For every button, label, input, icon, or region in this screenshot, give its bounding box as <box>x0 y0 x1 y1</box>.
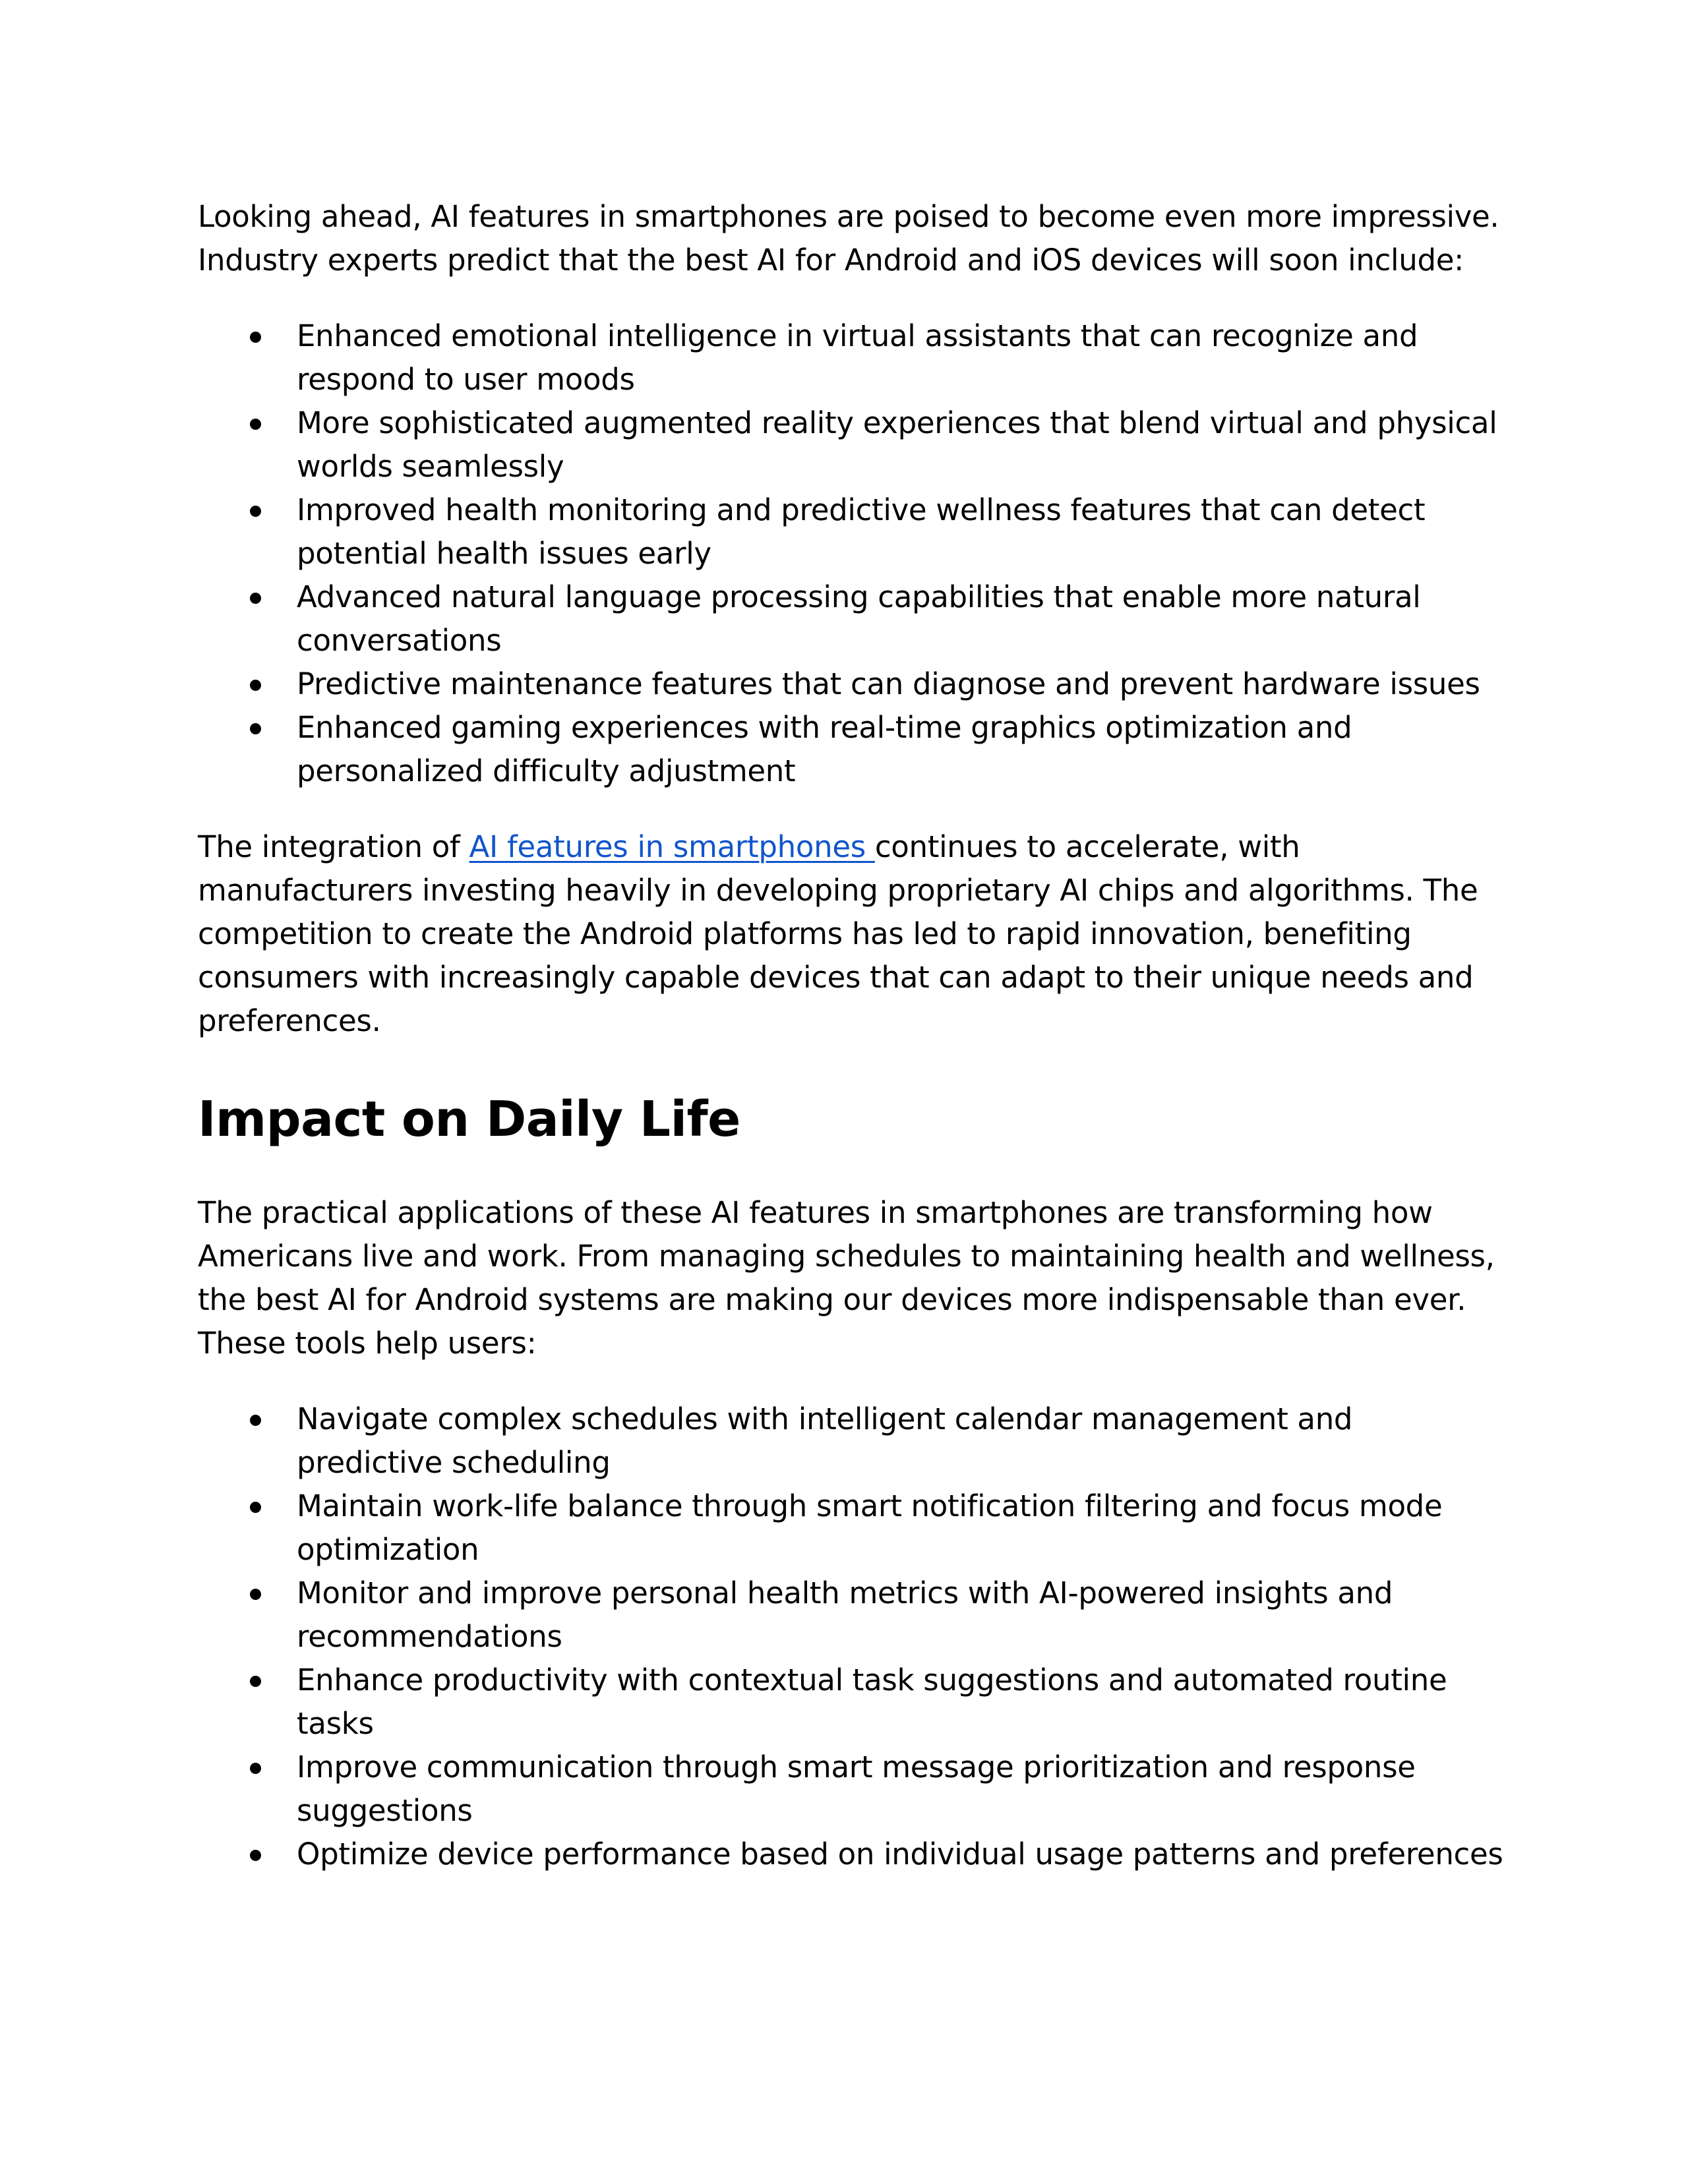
predictions-list <box>198 314 1503 793</box>
section-heading: Impact on Daily Life <box>198 1091 740 1148</box>
document-body <box>198 195 1503 1908</box>
impact-paragraph: The practical applications of these AI features in smartphones are transforming how Americans live and work. From managing schedules to maintaining health and wellness, the best AI for Android systems are making our devices more indispensable than ever. These tools help users: <box>198 1195 1495 1361</box>
list-item-text: Predictive maintenance features that can diagnose and prevent hardware issues <box>297 666 1480 701</box>
list-item <box>198 706 1503 793</box>
list-item <box>198 1485 1503 1572</box>
bullet-icon <box>250 332 261 343</box>
list-item-text: Maintain work-life balance through smart notification filtering and focus mode optimization <box>297 1489 1443 1567</box>
list-item <box>198 576 1503 663</box>
intro-paragraph: Looking ahead, AI features in smartphones are poised to become even more impressive. Industry experts predict that the best AI for Android and iOS devices will soon include: <box>198 199 1499 278</box>
bullet-icon <box>250 1589 261 1600</box>
bullet-icon <box>250 593 261 604</box>
list-item-text: Improve communication through smart message prioritization and response suggestions <box>297 1750 1416 1828</box>
ai-features-link[interactable]: AI features in smartphones <box>469 829 875 864</box>
benefits-list <box>198 1398 1503 1876</box>
bullet-icon <box>250 1763 261 1774</box>
bullet-icon <box>250 1676 261 1687</box>
bullet-icon <box>250 1850 261 1861</box>
list-item-text: Navigate complex schedules with intelligent calendar management and predictive scheduling <box>297 1402 1353 1480</box>
list-item <box>198 1746 1503 1833</box>
bullet-icon <box>250 1502 261 1513</box>
list-item <box>198 488 1503 576</box>
list-item <box>198 1398 1503 1485</box>
bullet-icon <box>250 419 261 430</box>
list-item <box>198 1833 1503 1876</box>
list-item-text: Monitor and improve personal health metrics with AI-powered insights and recommendations <box>297 1576 1393 1654</box>
list-item-text: More sophisticated augmented reality experiences that blend virtual and physical worlds seamlessly <box>297 405 1497 484</box>
list-item <box>198 1572 1503 1659</box>
list-item-text: Improved health monitoring and predictive wellness features that can detect potential health issues early <box>297 492 1426 571</box>
integration-paragraph <box>198 825 1503 1043</box>
list-item <box>198 663 1503 706</box>
list-item <box>198 314 1503 401</box>
list-item-text: Optimize device performance based on individual usage patterns and preferences <box>297 1837 1503 1872</box>
bullet-icon <box>250 680 261 691</box>
list-item-text: Enhanced emotional intelligence in virtual assistants that can recognize and respond to user moods <box>297 318 1418 397</box>
bullet-icon <box>250 723 261 734</box>
list-item-text: Enhanced gaming experiences with real-time graphics optimization and personalized difficulty adjustment <box>297 710 1352 788</box>
bullet-icon <box>250 506 261 517</box>
list-item <box>198 1659 1503 1746</box>
list-item-text: Enhance productivity with contextual task suggestions and automated routine tasks <box>297 1663 1447 1741</box>
bullet-icon <box>250 1415 261 1426</box>
list-item <box>198 401 1503 488</box>
integration-text-start: The integration of <box>198 829 469 864</box>
integration-text-end: continues to accelerate, with manufacturers investing heavily in developing proprietary AI chips and algorithms. The competition to create the Android platforms has led to rapid innovation, benefiting consumers with increasingly capable devices that can adapt to their unique needs and preferences. <box>198 829 1478 1038</box>
list-item-text: Advanced natural language processing capabilities that enable more natural conversations <box>297 579 1421 658</box>
